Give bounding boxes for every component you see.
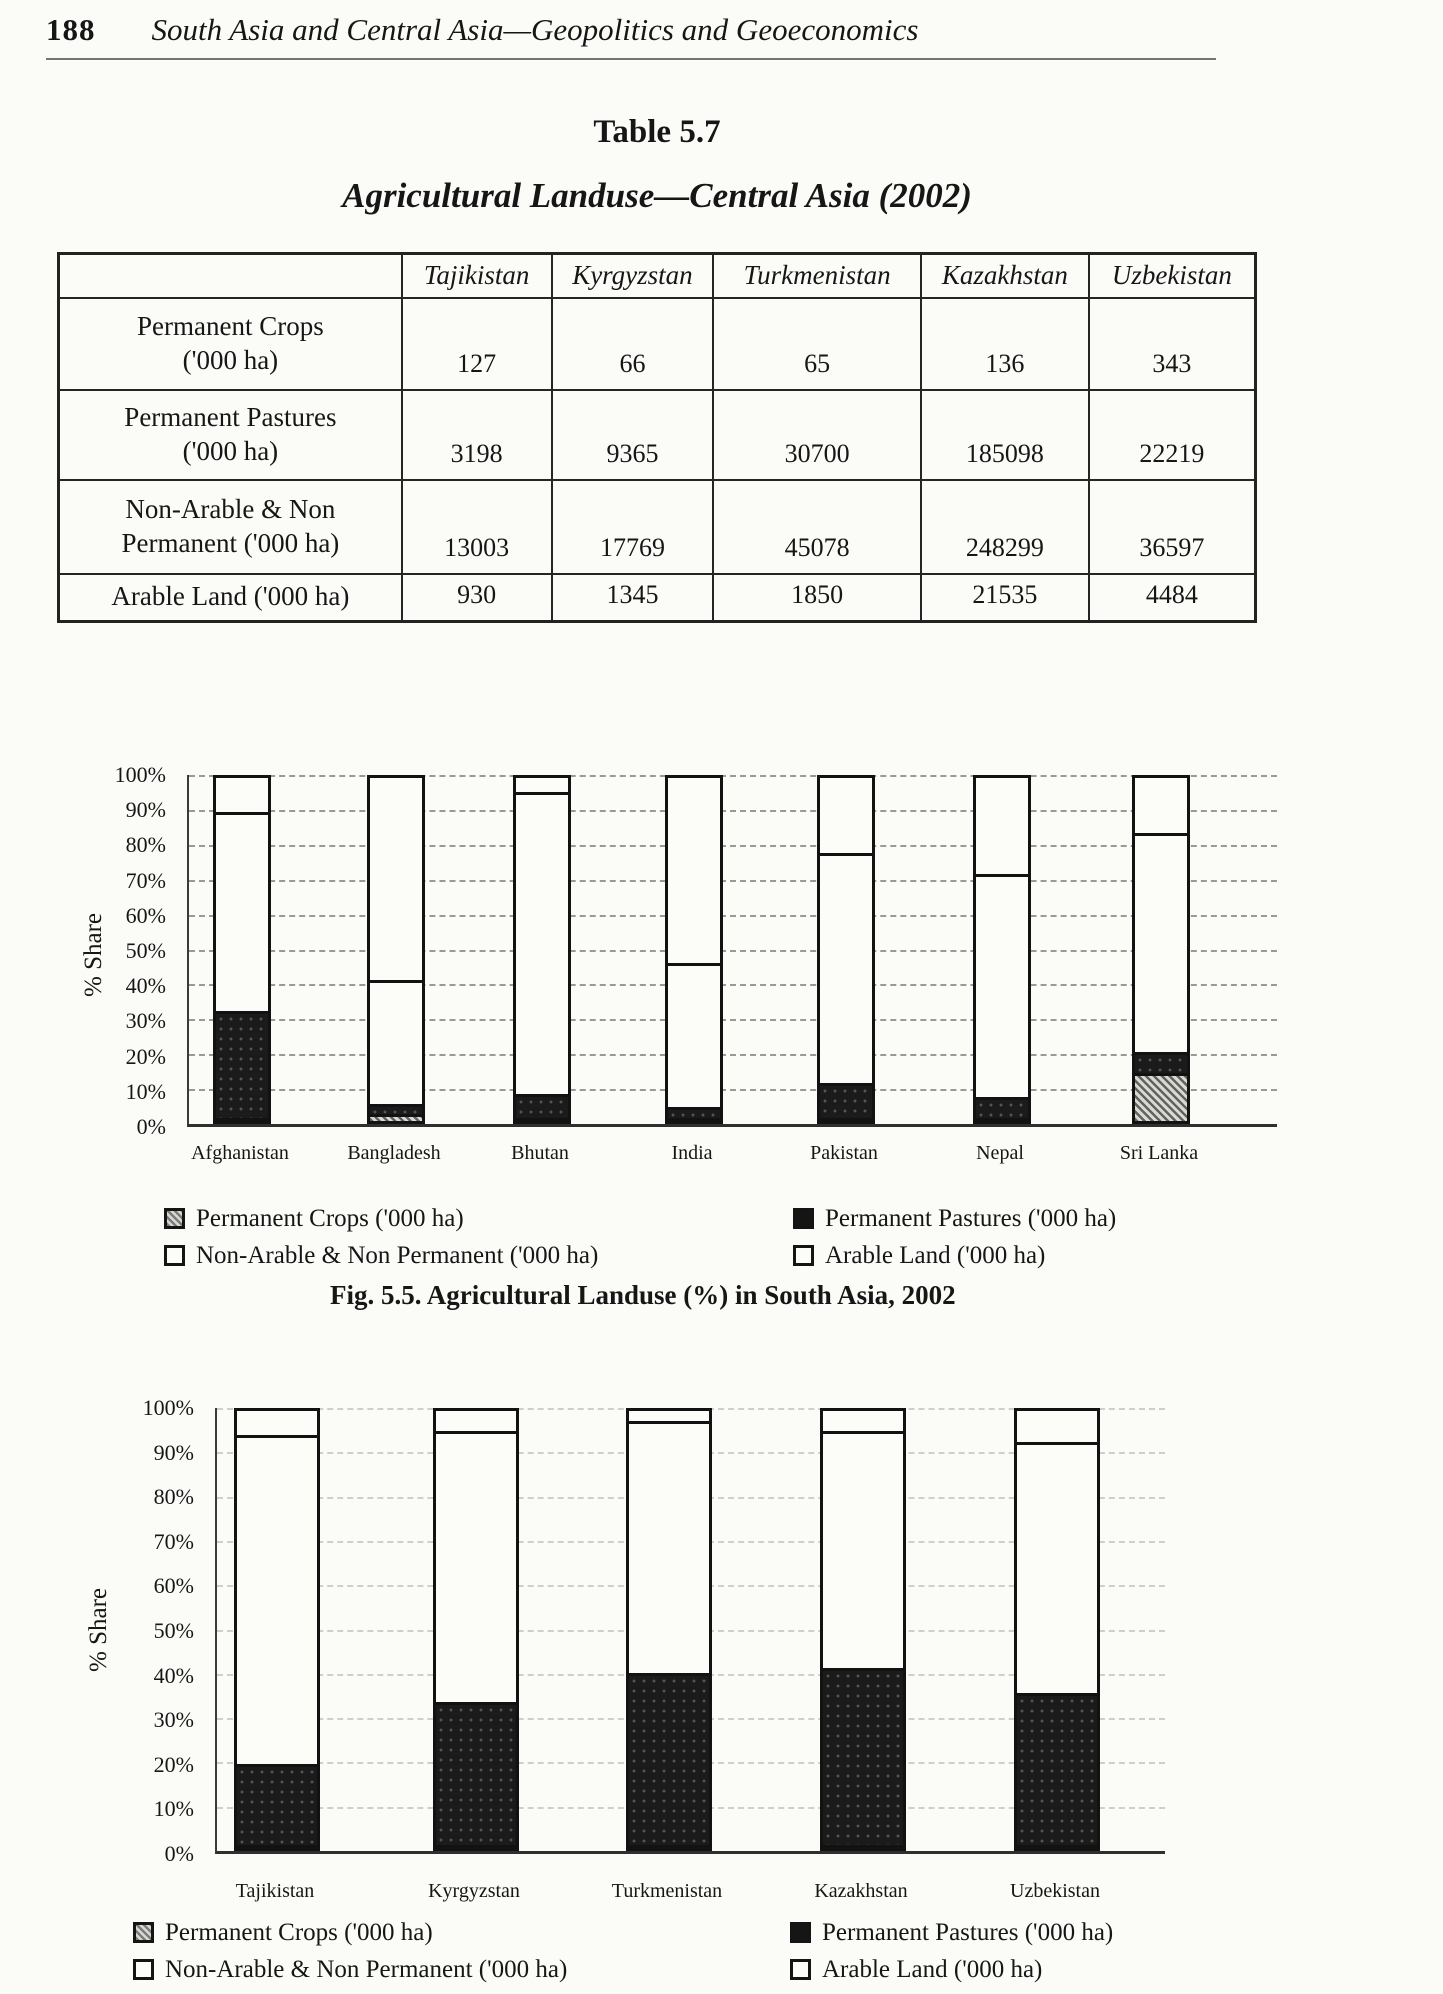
- y-axis-ticks: [84, 762, 176, 1139]
- segment-tajikistan-arable: [237, 1411, 317, 1435]
- table-header-row: [59, 254, 1256, 298]
- table-title: Agricultural Landuse—Central Asia (2002): [342, 176, 972, 215]
- legend-item-non-arable-non-permanent-000-ha: [133, 1956, 790, 1984]
- gridline: [189, 1054, 1277, 1056]
- table-corner-cell: [59, 254, 402, 298]
- south-asia-legend: [164, 1200, 1116, 1274]
- legend-swatch-arable-icon: [790, 1959, 811, 1980]
- gridline: [189, 810, 1277, 812]
- table-cell: 65: [713, 298, 921, 390]
- segment-uzbekistan-crops: [1017, 1845, 1097, 1848]
- row-label-permanent-pastures-000-ha: Permanent Pastures ('000 ha): [59, 390, 402, 480]
- segment-bangladesh-nonarable: [370, 980, 422, 1103]
- segment-bhutan-pastures: [516, 1094, 568, 1118]
- legend-swatch-nonarable-icon: [133, 1959, 154, 1980]
- segment-kazakhstan-crops: [823, 1845, 903, 1848]
- legend-swatch-pastures-icon: [790, 1922, 811, 1943]
- table-cell: 1345: [552, 574, 714, 622]
- bar-india: [665, 775, 723, 1124]
- y-tick-20: 20%: [125, 1043, 166, 1069]
- legend-label: Arable Land ('000 ha): [825, 1241, 1046, 1269]
- table-col-kazakhstan: Kazakhstan: [921, 254, 1089, 298]
- segment-india-arable: [668, 778, 720, 963]
- segment-india-pastures: [668, 1107, 720, 1117]
- table-cell: 45078: [713, 480, 921, 574]
- legend-item-arable-land-000-ha: [790, 1956, 1042, 1984]
- x-label-turkmenistan: Turkmenistan: [611, 1880, 723, 1902]
- bar-uzbekistan: [1014, 1408, 1100, 1851]
- landuse-table: [57, 252, 1257, 623]
- table-cell: 343: [1089, 298, 1256, 390]
- segment-afghanistan-arable: [216, 778, 268, 812]
- legend-item-arable-land-000-ha: [793, 1242, 1045, 1270]
- table-row: [59, 574, 1256, 622]
- segment-afghanistan-crops: [216, 1118, 268, 1121]
- gridline: [189, 775, 1277, 777]
- x-label-pakistan: Pakistan: [810, 1142, 878, 1164]
- legend-swatch-arable-icon: [793, 1245, 814, 1266]
- segment-bangladesh-pastures: [370, 1104, 422, 1114]
- legend-row: [133, 1951, 1113, 1988]
- segment-kyrgyzstan-pastures: [436, 1702, 516, 1845]
- south-asia-stacked-bar-plot: [187, 775, 1277, 1127]
- y-axis-ticks: [104, 1395, 204, 1866]
- segment-tajikistan-crops: [237, 1845, 317, 1848]
- x-label-kyrgyzstan: Kyrgyzstan: [428, 1880, 520, 1902]
- y-tick-100: 100%: [142, 1395, 194, 1420]
- legend-item-permanent-pastures-000-ha: [793, 1205, 1116, 1233]
- x-label-kazakhstan: Kazakhstan: [814, 1880, 908, 1902]
- table-cell: 13003: [402, 480, 552, 574]
- bar-bhutan: [513, 775, 571, 1124]
- segment-kazakhstan-nonarable: [823, 1431, 903, 1668]
- y-tick-30: 30%: [153, 1707, 194, 1733]
- central-asia-legend: [133, 1914, 1113, 1988]
- table-cell: 136: [921, 298, 1089, 390]
- segment-pakistan-pastures: [820, 1083, 872, 1117]
- legend-label: Permanent Pastures ('000 ha): [825, 1204, 1117, 1232]
- y-tick-10: 10%: [125, 1078, 166, 1104]
- table-row: [59, 298, 1256, 390]
- y-tick-0: 0%: [164, 1841, 194, 1866]
- legend-row: [133, 1914, 1113, 1951]
- gridline: [189, 1089, 1277, 1091]
- y-tick-70: 70%: [125, 867, 166, 893]
- table-cell: 3198: [402, 390, 552, 480]
- y-tick-30: 30%: [125, 1008, 166, 1034]
- gridline: [189, 915, 1277, 917]
- gridline: [189, 1019, 1277, 1021]
- segment-tajikistan-pastures: [237, 1764, 317, 1845]
- legend-row: [164, 1200, 1116, 1237]
- table-cell: 4484: [1089, 574, 1256, 622]
- table-cell: 930: [402, 574, 552, 622]
- segment-nepal-crops: [976, 1118, 1028, 1121]
- bar-kyrgyzstan: [433, 1408, 519, 1851]
- x-label-sri-lanka: Sri Lanka: [1119, 1142, 1199, 1164]
- segment-pakistan-crops: [820, 1118, 872, 1121]
- bar-afghanistan: [213, 775, 271, 1124]
- table-cell: 9365: [552, 390, 714, 480]
- y-tick-80: 80%: [125, 832, 166, 858]
- x-label-bhutan: Bhutan: [511, 1142, 569, 1164]
- table-cell: 185098: [921, 390, 1089, 480]
- legend-label: Non-Arable & Non Permanent ('000 ha): [165, 1955, 568, 1983]
- segment-nepal-arable: [976, 778, 1028, 874]
- segment-afghanistan-pastures: [216, 1011, 268, 1117]
- table-col-kyrgyzstan: Kyrgyzstan: [552, 254, 714, 298]
- segment-uzbekistan-nonarable: [1017, 1442, 1097, 1693]
- bar-turkmenistan: [626, 1408, 712, 1851]
- y-tick-40: 40%: [153, 1662, 194, 1688]
- legend-item-permanent-crops-000-ha: [164, 1205, 793, 1233]
- segment-kyrgyzstan-arable: [436, 1411, 516, 1431]
- table-cell: 36597: [1089, 480, 1256, 574]
- table-col-turkmenistan: Turkmenistan: [713, 254, 921, 298]
- running-head-title: South Asia and Central Asia—Geopolitics and Geoeconomics: [151, 12, 919, 47]
- segment-kyrgyzstan-nonarable: [436, 1431, 516, 1702]
- segment-kazakhstan-arable: [823, 1411, 903, 1431]
- segment-uzbekistan-pastures: [1017, 1693, 1097, 1845]
- legend-label: Arable Land ('000 ha): [822, 1955, 1043, 1983]
- y-tick-80: 80%: [153, 1484, 194, 1510]
- legend-item-non-arable-non-permanent-000-ha: [164, 1242, 793, 1270]
- y-tick-50: 50%: [153, 1618, 194, 1643]
- segment-nepal-nonarable: [976, 874, 1028, 1097]
- segment-kazakhstan-pastures: [823, 1668, 903, 1845]
- bar-kazakhstan: [820, 1408, 906, 1851]
- segment-turkmenistan-nonarable: [629, 1421, 709, 1673]
- segment-bangladesh-crops: [370, 1114, 422, 1121]
- y-tick-20: 20%: [153, 1751, 194, 1777]
- legend-label: Non-Arable & Non Permanent ('000 ha): [196, 1241, 599, 1269]
- y-tick-60: 60%: [153, 1573, 194, 1599]
- segment-sri-lanka-nonarable: [1135, 833, 1187, 1053]
- table-cell: 1850: [713, 574, 921, 622]
- y-tick-90: 90%: [125, 797, 166, 823]
- segment-india-crops: [668, 1118, 720, 1121]
- segment-pakistan-nonarable: [820, 853, 872, 1083]
- segment-bhutan-crops: [516, 1118, 568, 1121]
- bar-nepal: [973, 775, 1031, 1124]
- table-body: [59, 298, 1256, 622]
- gridline: [189, 880, 1277, 882]
- row-label-non-arable-non-permanent-000-ha: Non-Arable & Non Permanent ('000 ha): [59, 480, 402, 574]
- y-tick-40: 40%: [125, 973, 166, 999]
- segment-india-nonarable: [668, 963, 720, 1107]
- segment-sri-lanka-pastures: [1135, 1052, 1187, 1073]
- row-label-permanent-crops-000-ha: Permanent Crops ('000 ha): [59, 298, 402, 390]
- table-cell: 21535: [921, 574, 1089, 622]
- bar-tajikistan: [234, 1408, 320, 1851]
- table-row: [59, 390, 1256, 480]
- segment-pakistan-arable: [820, 778, 872, 853]
- y-tick-10: 10%: [153, 1796, 194, 1822]
- x-label-afghanistan: Afghanistan: [191, 1142, 289, 1164]
- legend-swatch-nonarable-icon: [164, 1245, 185, 1266]
- y-tick-0: 0%: [136, 1114, 166, 1139]
- table-cell: 248299: [921, 480, 1089, 574]
- table-col-uzbekistan: Uzbekistan: [1089, 254, 1256, 298]
- legend-item-permanent-crops-000-ha: [133, 1919, 790, 1947]
- legend-row: [164, 1237, 1116, 1274]
- figure-caption: Fig. 5.5. Agricultural Landuse (%) in South Asia, 2002: [330, 1280, 956, 1310]
- legend-swatch-pastures-icon: [793, 1208, 814, 1229]
- gridline: [189, 984, 1277, 986]
- legend-item-permanent-pastures-000-ha: [790, 1919, 1113, 1947]
- segment-bangladesh-arable: [370, 778, 422, 980]
- central-asia-stacked-bar-plot: [215, 1408, 1165, 1854]
- table-col-tajikistan: Tajikistan: [402, 254, 552, 298]
- segment-tajikistan-nonarable: [237, 1435, 317, 1764]
- segment-turkmenistan-pastures: [629, 1673, 709, 1845]
- y-tick-60: 60%: [125, 902, 166, 928]
- y-tick-50: 50%: [125, 938, 166, 963]
- bar-bangladesh: [367, 775, 425, 1124]
- legend-swatch-crops-icon: [164, 1208, 185, 1229]
- gridline: [189, 845, 1277, 847]
- x-label-tajikistan: Tajikistan: [235, 1880, 315, 1902]
- y-axis-label: % Share: [80, 913, 107, 997]
- segment-sri-lanka-crops: [1135, 1073, 1187, 1121]
- x-label-nepal: Nepal: [976, 1142, 1024, 1164]
- segment-bhutan-nonarable: [516, 792, 568, 1094]
- x-label-uzbekistan: Uzbekistan: [1010, 1880, 1100, 1902]
- x-label-bangladesh: Bangladesh: [347, 1142, 441, 1164]
- segment-kyrgyzstan-crops: [436, 1845, 516, 1848]
- bar-sri-lanka: [1132, 775, 1190, 1124]
- legend-swatch-crops-icon: [133, 1922, 154, 1943]
- gridline: [189, 950, 1277, 952]
- table-cell: 17769: [552, 480, 714, 574]
- segment-bhutan-arable: [516, 778, 568, 792]
- segment-turkmenistan-arable: [629, 1411, 709, 1421]
- segment-afghanistan-nonarable: [216, 812, 268, 1011]
- legend-label: Permanent Pastures ('000 ha): [822, 1918, 1114, 1946]
- running-head: [46, 12, 1216, 60]
- x-label-india: India: [671, 1142, 713, 1164]
- table-cell: 22219: [1089, 390, 1256, 480]
- y-tick-70: 70%: [153, 1528, 194, 1554]
- table-cell: 127: [402, 298, 552, 390]
- table-cell: 30700: [713, 390, 921, 480]
- segment-sri-lanka-arable: [1135, 778, 1187, 833]
- table-row: [59, 480, 1256, 574]
- segment-uzbekistan-arable: [1017, 1411, 1097, 1442]
- table-number: Table 5.7: [593, 114, 721, 150]
- y-tick-100: 100%: [114, 762, 166, 787]
- legend-label: Permanent Crops ('000 ha): [196, 1204, 464, 1232]
- table-cell: 66: [552, 298, 714, 390]
- y-tick-90: 90%: [153, 1439, 194, 1465]
- segment-nepal-pastures: [976, 1097, 1028, 1118]
- y-axis-label: % Share: [85, 1588, 112, 1672]
- bar-pakistan: [817, 775, 875, 1124]
- segment-turkmenistan-crops: [629, 1845, 709, 1848]
- page-number: 188: [46, 12, 96, 47]
- row-label-arable-land-000-ha: Arable Land ('000 ha): [59, 574, 402, 622]
- legend-label: Permanent Crops ('000 ha): [165, 1918, 433, 1946]
